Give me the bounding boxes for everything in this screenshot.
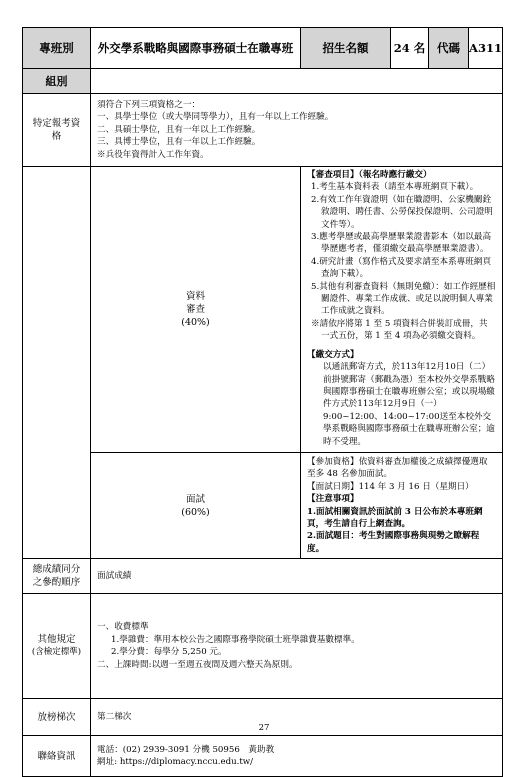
group-row <box>23 69 503 94</box>
admission-table <box>22 27 503 777</box>
interview-label-line: 面試 <box>185 493 205 505</box>
other-rules-label <box>23 594 91 699</box>
eligibility-label <box>23 94 91 167</box>
eligibility-line: ※兵役年資得計入工作年資。 <box>97 149 209 160</box>
program-type-label: 專班別 <box>23 28 91 69</box>
eligibility-line: 二、具碩士學位，且有一年以上工作經驗。 <box>97 124 261 135</box>
tiebreak-label-line: 總成績同分 <box>32 564 81 576</box>
contact-phone: 電話：(02) 2939-3091 分機 50956 黃助教 <box>97 744 275 755</box>
other-rule-line: 1.學雜費：準用本校公告之國際事務學院碩士班學雜費基數標準。 <box>111 634 360 645</box>
tiebreak-row <box>23 559 503 594</box>
method-text: 以通訊郵寄方式，於113年12月10日（二）前掛號郵寄（郵戳為憑）至本校外交學系戰略與國際事務碩士在職專班辦公室；或以現場繳件方式於113年12月9日（一）9:00~12:00、14:00~17:00送至本校外交學系戰略與國際事務碩士在職專班辦公室；逾時不受理。 <box>323 362 495 447</box>
eligibility-row <box>23 94 503 167</box>
header-row <box>23 28 503 69</box>
other-rule-line: 二、上課時間:以週一至週五夜間及週六整天為原則。 <box>97 659 298 670</box>
review-content <box>301 167 503 453</box>
interview-content <box>301 452 503 558</box>
group-label: 組別 <box>23 69 91 94</box>
review-item: 3.應考學歷或最高學歷畢業證書影本（如以最高學歷應考者，僅須繳交最高學歷畢業證書）。 <box>311 232 492 255</box>
other-rules-label-line: (含檢定標準) <box>31 647 82 658</box>
contact-url[interactable]: 網址: https://diplomacy.nccu.edu.tw/ <box>97 757 254 768</box>
eligibility-line: 三、具博士學位，且有一年以上工作經驗。 <box>97 137 261 148</box>
quota-label: 招生名額 <box>301 28 391 69</box>
other-rules-label-line: 其他規定 <box>37 634 76 646</box>
interview-weight: (60%) <box>181 506 210 518</box>
review-label-line: 審查 <box>185 303 205 315</box>
review-item: 2.有效工作年資證明（如在職證明、公家機關銓敘證明、聘任書、公勞保投保證明、公司證明文件等）。 <box>311 194 493 230</box>
interview-row <box>23 452 503 558</box>
eligibility-content <box>91 94 503 167</box>
batch-content: 第二梯次 <box>91 699 503 736</box>
batch-label: 放榜梯次 <box>23 699 91 736</box>
interview-eligibility: 【參加資格】依資料審查加權後之成績擇優選取至多 48 名參加面試。 <box>307 456 488 480</box>
tiebreak-label-line: 之參酌順序 <box>32 577 81 589</box>
review-note: ※請依序將第 1 至 5 項資料合併裝訂成冊，共一式五份，第 1 至 4 項為必須繳交資料。 <box>311 318 488 342</box>
review-label-line: 資料 <box>185 290 205 302</box>
review-label <box>91 167 301 453</box>
other-rule-line: 一、收費標準 <box>97 622 149 633</box>
method-title: 【繳交方式】 <box>307 349 359 360</box>
contact-label: 聯絡資訊 <box>23 736 91 777</box>
review-items-title: 【審查項目】（報名時應行繳交） <box>307 170 432 180</box>
page-number: 27 <box>258 723 270 733</box>
code-label: 代碼 <box>429 28 469 69</box>
other-rules-content <box>91 594 503 699</box>
contact-content <box>91 736 503 777</box>
interview-label <box>91 452 301 558</box>
eligibility-label-text: 特定報考資格 <box>32 118 81 142</box>
code-value: A311 <box>469 28 503 69</box>
tiebreak-label <box>23 559 91 594</box>
eligibility-line: 一、具學士學位（或大學同等學力），且有一年以上工作經驗。 <box>97 112 334 123</box>
eligibility-line: 須符合下列三項資格之一： <box>97 99 201 110</box>
admission-table-page <box>22 27 502 777</box>
program-name: 外交學系戰略與國際事務碩士在職專班 <box>91 28 301 69</box>
review-weight: (40%) <box>181 316 210 328</box>
contact-row <box>23 736 503 777</box>
review-item: 5.其他有利審查資料（無則免繳）：如工作經歷相關證件、專業工作成就、或足以說明個人專業工作成就之資料。 <box>311 281 496 317</box>
interview-note: 2.面試題目：考生對國際事務與現勢之瞭解程度。 <box>307 531 480 554</box>
other-rules-row <box>23 594 503 699</box>
review-row <box>23 167 503 453</box>
quota-value: 24 名 <box>391 28 429 69</box>
tiebreak-content: 面試成績 <box>91 559 503 594</box>
exam-items-blank <box>23 167 91 559</box>
group-value <box>91 69 503 94</box>
interview-date: 【面試日期】114 年 3 月 16 日（星期日） <box>307 481 474 492</box>
interview-note: 1.面試相關資訊於面試前 3 日公布於本專班網頁，考生請自行上網查詢。 <box>307 506 483 529</box>
interview-notes-title: 【注意事項】 <box>307 494 359 505</box>
other-rule-line: 2.學分費：每學分 5,250 元。 <box>111 647 227 658</box>
review-item: 4.研究計畫（寫作格式及要求請至本系專班網頁查詢下載）。 <box>311 256 492 280</box>
review-item: 1.考生基本資料表（請至本專班網頁下載）。 <box>311 182 479 193</box>
